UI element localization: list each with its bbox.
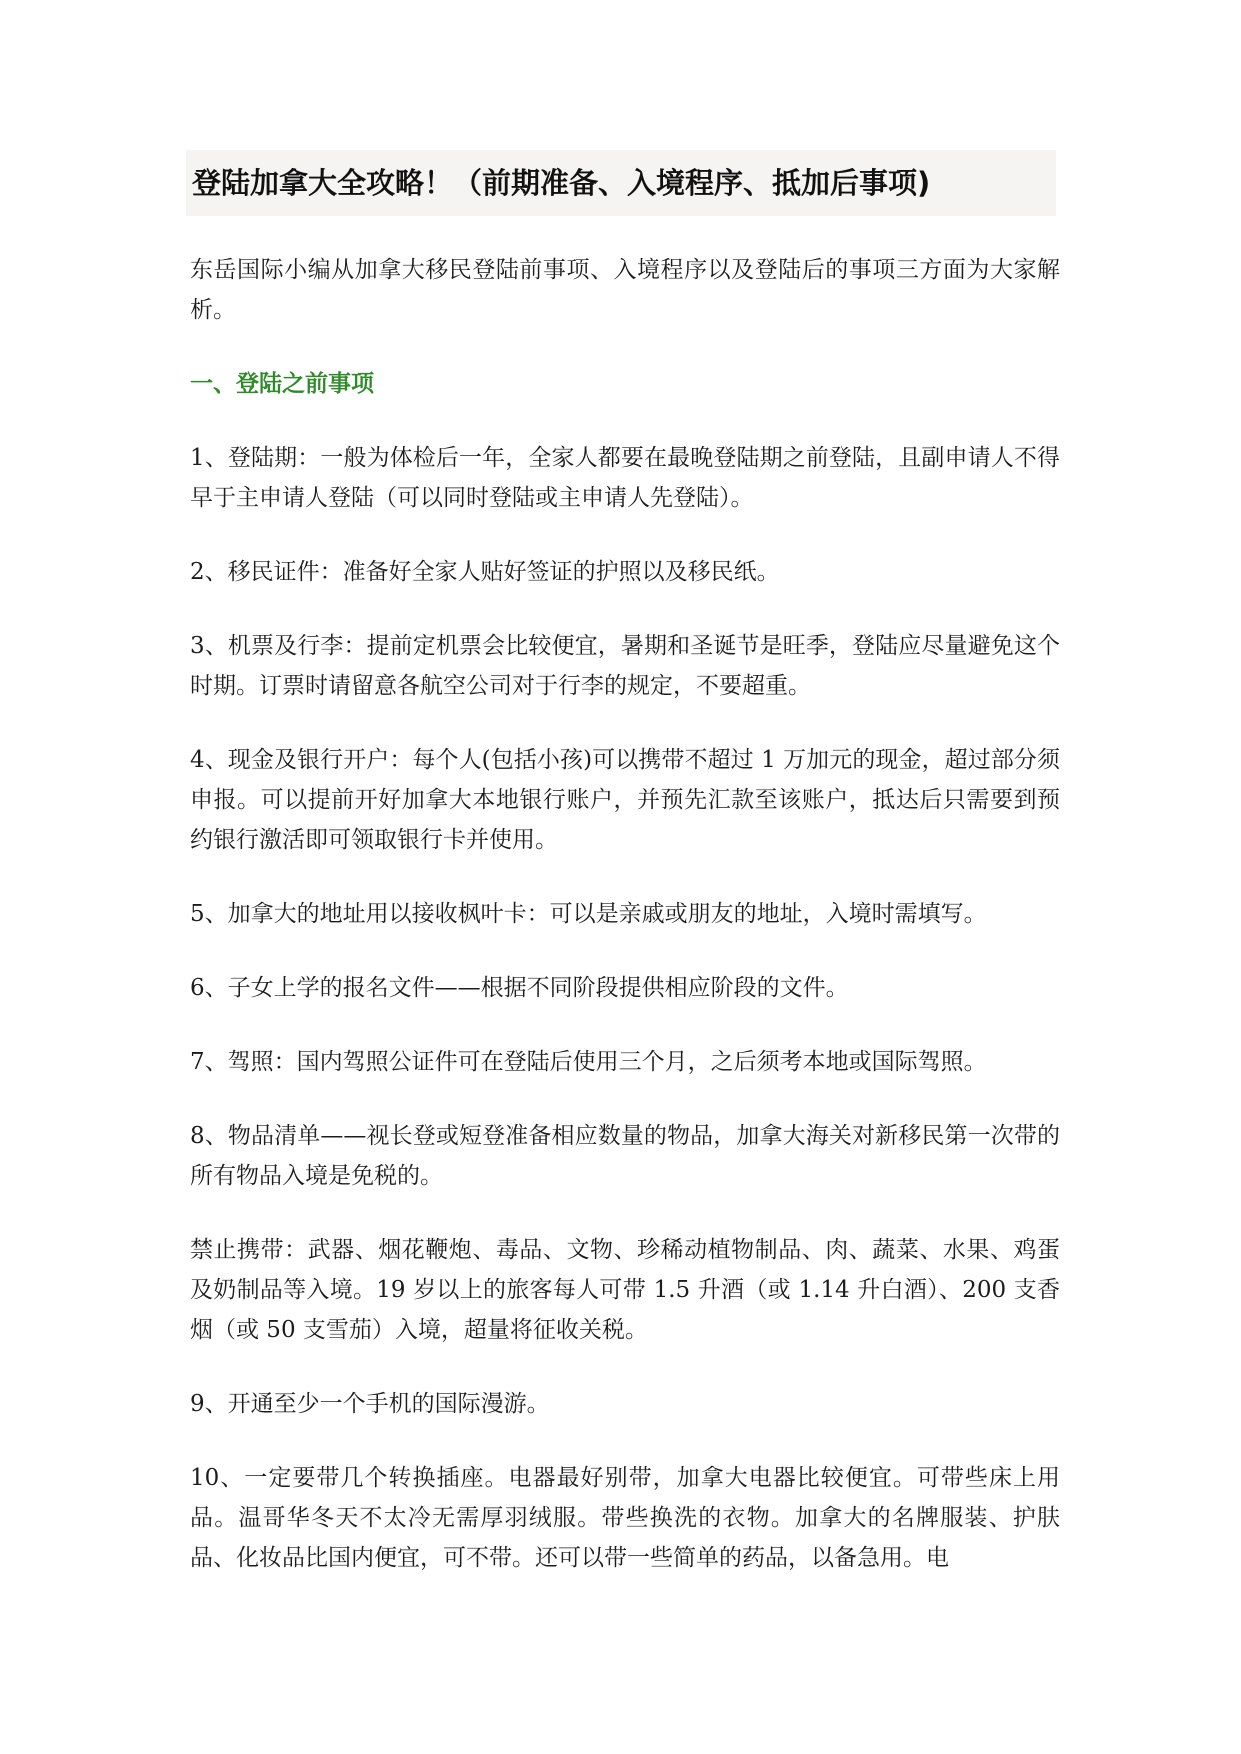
list-item: 2、移民证件：准备好全家人贴好签证的护照以及移民纸。 <box>190 559 780 585</box>
list-item: 10、一定要带几个转换插座。电器最好别带，加拿大电器比较便宜。可带些床上用品。温哥华冬天不太冷无需厚羽绒服。带些换洗的衣物。加拿大的名牌服装、护肤品、化妆品比国内便宜，可不带。还可以带一些简单的药品，以备急用。电 <box>190 1465 1060 1571</box>
article-body <box>190 250 1060 1612</box>
prohibited-items-paragraph: 禁止携带：武器、烟花鞭炮、毒品、文物、珍稀动植物制品、肉、蔬菜、水果、鸡蛋及奶制品等入境。19 岁以上的旅客每人可带 1.5 升酒（或 1.14 升白酒）、200 支香烟（或 50 支雪茄）入境，超量将征收关税。 <box>190 1237 1060 1343</box>
list-item: 5、加拿大的地址用以接收枫叶卡：可以是亲戚或朋友的地址，入境时需填写。 <box>190 901 987 927</box>
list-item: 6、子女上学的报名文件——根据不同阶段提供相应阶段的文件。 <box>190 975 849 1001</box>
list-item: 4、现金及银行开户：每个人(包括小孩)可以携带不超过 1 万加元的现金，超过部分须申报。可以提前开好加拿大本地银行账户，并预先汇款至该账户，抵达后只需要到预约银行激活即可领取银行卡并使用。 <box>190 747 1060 853</box>
list-item: 3、机票及行李：提前定机票会比较便宜，暑期和圣诞节是旺季，登陆应尽量避免这个时期。订票时请留意各航空公司对于行李的规定，不要超重。 <box>190 633 1060 699</box>
intro-paragraph: 东岳国际小编从加拿大移民登陆前事项、入境程序以及登陆后的事项三方面为大家解析。 <box>190 257 1060 323</box>
section-heading-before-landing: 一、登陆之前事项 <box>190 371 374 397</box>
list-item: 8、物品清单——视长登或短登准备相应数量的物品，加拿大海关对新移民第一次带的所有物品入境是免税的。 <box>190 1123 1060 1189</box>
list-item: 9、开通至少一个手机的国际漫游。 <box>190 1391 550 1417</box>
page-title: 登陆加拿大全攻略！（前期准备、入境程序、抵加后事项) <box>192 166 931 200</box>
list-item: 1、登陆期：一般为体检后一年，全家人都要在最晚登陆期之前登陆，且副申请人不得早于主申请人登陆（可以同时登陆或主申请人先登陆）。 <box>190 445 1060 511</box>
list-item: 7、驾照：国内驾照公证件可在登陆后使用三个月，之后须考本地或国际驾照。 <box>190 1049 987 1075</box>
title-bar <box>186 150 1056 216</box>
